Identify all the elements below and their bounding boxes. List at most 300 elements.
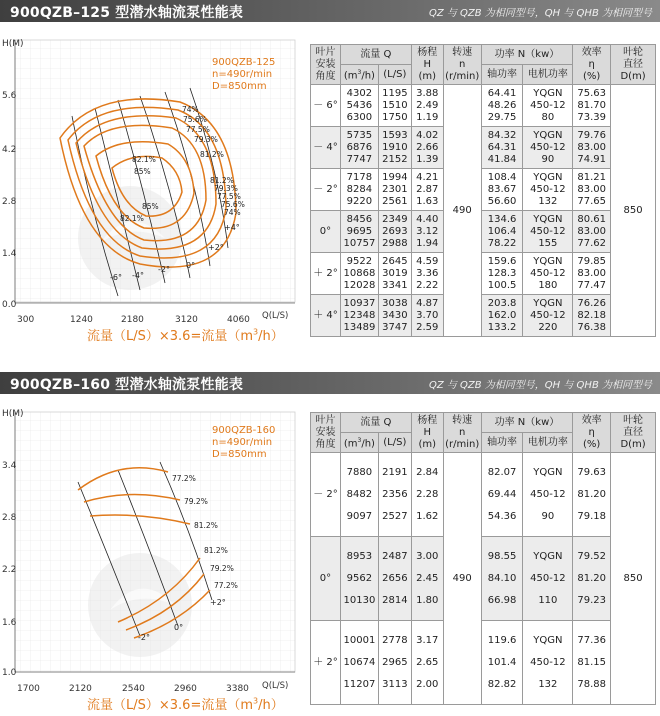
cell-motor-power-value: 132: [538, 678, 558, 690]
cell-flow-m3h-value: 8953: [346, 550, 373, 562]
x-tick: 1240: [70, 315, 93, 325]
cell-shaft-power-value: 29.75: [487, 111, 517, 123]
cell-efficiency-value: 81.20: [577, 572, 607, 584]
cell-head-value: 2.87: [416, 183, 439, 195]
eff-label: 79.2%: [184, 497, 208, 506]
cell-efficiency-value: 79.23: [577, 594, 607, 606]
header-shaft-power: 轴功率: [481, 433, 523, 453]
cell-efficiency-value: 80.61: [577, 213, 607, 225]
table-row: [311, 169, 656, 211]
cell-flow-ls-value: 2561: [382, 195, 408, 207]
angle-label: 0°: [186, 261, 196, 270]
cell-shaft-power-value: 84.10: [487, 572, 517, 584]
cell-motor-power-value: 450-12: [530, 572, 566, 584]
header-angle: 叶片 安装 角度: [311, 45, 341, 85]
cell-motor-power: [523, 621, 573, 705]
cell-shaft-power: [481, 453, 523, 537]
eff-label: 81.2%: [210, 176, 234, 185]
cell-angle: － 4°: [311, 127, 341, 169]
section-1-title: 900QZB–125 型潜水轴流泵性能表: [10, 5, 244, 21]
cell-impeller: 850: [611, 453, 656, 705]
cell-head-value: 2.59: [416, 321, 439, 333]
cell-flow-ls: [378, 253, 411, 295]
cell-efficiency-value: 83.00: [577, 225, 607, 237]
cell-motor-power-value: 450-12: [530, 183, 566, 195]
cell-flow-m3h-value: 12348: [343, 309, 376, 321]
cell-flow-ls-value: 3430: [382, 309, 408, 321]
cell-efficiency-value: 74.91: [577, 153, 607, 165]
cell-flow-m3h-value: 8456: [346, 213, 373, 225]
cell-motor-power-value: 90: [541, 153, 555, 165]
cell-shaft-power: [481, 127, 523, 169]
cell-motor-power: [523, 295, 573, 337]
angle-label: -6°: [110, 273, 122, 282]
cell-efficiency-value: 78.88: [577, 678, 607, 690]
cell-flow-ls-value: 2301: [382, 183, 408, 195]
cell-flow-m3h-value: 13489: [343, 321, 376, 333]
cell-shaft-power-value: 41.84: [487, 153, 517, 165]
eff-label: 85%: [134, 167, 151, 176]
cell-flow-ls: [378, 127, 411, 169]
cell-motor-power-value: 450-12: [530, 267, 566, 279]
cell-efficiency-value: 77.65: [577, 195, 607, 207]
cell-efficiency: [573, 127, 611, 169]
cell-efficiency-value: 77.36: [577, 634, 607, 646]
cell-efficiency: [573, 85, 611, 127]
cell-flow-ls-value: 1593: [382, 129, 408, 141]
cell-shaft-power-value: 84.32: [487, 129, 517, 141]
eff-label: 81.2%: [194, 521, 218, 530]
cell-head: [411, 211, 443, 253]
angle-label: -4°: [132, 271, 144, 280]
table-row: [311, 85, 656, 127]
cell-flow-ls-value: 2356: [382, 488, 408, 500]
eff-label: 74%: [182, 105, 199, 114]
cell-head-value: 1.19: [416, 111, 439, 123]
cell-flow-m3h-value: 10757: [343, 237, 376, 249]
cell-head: [411, 127, 443, 169]
flow-conversion-label: 流量（L/S）×3.6=流量$(m^3/h)$: [87, 327, 284, 344]
angle-label: +4°: [224, 223, 240, 232]
cell-head: [411, 537, 443, 621]
table-row: [311, 453, 656, 537]
cell-shaft-power-value: 134.6: [487, 213, 517, 225]
cell-flow-ls-value: 2814: [382, 594, 408, 606]
cell-shaft-power-value: 69.44: [487, 488, 517, 500]
eff-label: 77.5%: [186, 125, 210, 134]
cell-shaft-power: [481, 537, 523, 621]
y-tick: 1.0: [2, 668, 17, 678]
cell-angle: － 2°: [311, 453, 341, 537]
cell-shaft-power-value: 48.26: [487, 99, 517, 111]
cell-motor-power: [523, 85, 573, 127]
cell-flow-ls: [378, 211, 411, 253]
section-1-chart: [0, 28, 300, 348]
cell-flow-m3h-value: 9695: [346, 225, 373, 237]
table-row: [311, 621, 656, 705]
eff-label: 81.2%: [204, 546, 228, 555]
y-tick: 5.6: [2, 91, 17, 101]
cell-shaft-power-value: 78.22: [487, 237, 517, 249]
cell-shaft-power-value: 162.0: [487, 309, 517, 321]
y-tick: 2.2: [2, 565, 17, 575]
cell-motor-power-value: YQGN: [533, 297, 563, 309]
cell-flow-ls-value: 3113: [382, 678, 408, 690]
cell-efficiency-value: 75.63: [577, 87, 607, 99]
cell-efficiency-value: 79.63: [577, 466, 607, 478]
cell-angle: 0°: [311, 537, 341, 621]
table-row: [311, 295, 656, 337]
cell-flow-m3h-value: 10937: [343, 297, 376, 309]
header-flow-ls: (L/S): [378, 433, 411, 453]
chart-speed-label: n=490r/min: [212, 437, 273, 448]
cell-head: [411, 295, 443, 337]
cell-head-value: 2.28: [416, 488, 439, 500]
cell-motor-power-value: 180: [538, 279, 558, 291]
cell-shaft-power-value: 64.31: [487, 141, 517, 153]
eff-label: 77.2%: [172, 474, 196, 483]
cell-efficiency-value: 79.52: [577, 550, 607, 562]
header-head: 杨程 H (m): [411, 413, 443, 453]
cell-motor-power-value: 220: [538, 321, 558, 333]
cell-efficiency-value: 82.18: [577, 309, 607, 321]
section-2-note: QZ 与 QZB 为相同型号，QH 与 QHB 为相同型号: [428, 380, 652, 391]
header-speed: 转速 n (r/min): [443, 413, 481, 453]
cell-flow-ls: [378, 621, 411, 705]
cell-motor-power-value: 450-12: [530, 225, 566, 237]
cell-motor-power-value: 450-12: [530, 99, 566, 111]
eff-label: 79.3%: [194, 135, 218, 144]
angle-label: 0°: [174, 623, 184, 632]
cell-motor-power-value: 450-12: [530, 141, 566, 153]
cell-head-value: 1.94: [416, 237, 439, 249]
section-2-title: 900QZB–160 型潜水轴流泵性能表: [10, 377, 244, 393]
cell-efficiency-value: 83.00: [577, 183, 607, 195]
cell-motor-power: [523, 169, 573, 211]
cell-motor-power-value: 80: [541, 111, 555, 123]
eff-label: 77.2%: [214, 581, 238, 590]
cell-flow-m3h: [340, 127, 378, 169]
section-1-note: QZ 与 QZB 为相同型号，QH 与 QHB 为相同型号: [428, 8, 652, 19]
cell-motor-power-value: 450-12: [530, 309, 566, 321]
cell-flow-ls-value: 2693: [382, 225, 408, 237]
x-tick: 3120: [175, 315, 198, 325]
cell-motor-power: [523, 127, 573, 169]
cell-shaft-power-value: 64.41: [487, 87, 517, 99]
y-tick: 0.0: [2, 300, 17, 310]
cell-flow-m3h-value: 4302: [346, 87, 373, 99]
cell-impeller: 850: [611, 85, 656, 337]
header-power: 功率 N（kw）: [481, 413, 573, 433]
header-impeller: 叶轮 直径 D(m): [611, 413, 656, 453]
table-row: [311, 211, 656, 253]
header-head: 杨程 H (m): [411, 45, 443, 85]
x-tick: 1700: [17, 684, 40, 694]
cell-shaft-power-value: 100.5: [487, 279, 517, 291]
performance-table-2: [310, 412, 656, 705]
cell-motor-power-value: 155: [538, 237, 558, 249]
chart-diameter-label: D=850mm: [212, 449, 267, 460]
y-tick: 4.2: [2, 145, 17, 155]
cell-head-value: 4.21: [416, 171, 439, 183]
cell-flow-ls-value: 3019: [382, 267, 408, 279]
eff-label: 75.6%: [183, 115, 207, 124]
cell-flow-ls: [378, 169, 411, 211]
chart-diameter-label: D=850mm: [212, 81, 267, 92]
cell-efficiency-value: 76.26: [577, 297, 607, 309]
x-tick: 4060: [227, 315, 250, 325]
eff-label: 74%: [224, 208, 241, 217]
x-tick: 2960: [174, 684, 197, 694]
y-axis-title: H(M): [2, 409, 24, 419]
cell-head-value: 1.63: [416, 195, 439, 207]
cell-flow-ls-value: 1195: [382, 87, 408, 99]
chart-model-label: 900QZB-160: [212, 425, 276, 436]
eff-label: 75.6%: [221, 200, 245, 209]
cell-motor-power-value: YQGN: [533, 171, 563, 183]
cell-head-value: 3.00: [416, 550, 439, 562]
cell-motor-power: [523, 211, 573, 253]
eff-label: 85%: [142, 202, 159, 211]
cell-motor-power-value: YQGN: [533, 213, 563, 225]
eff-label: 81.2%: [200, 150, 224, 159]
cell-head: [411, 85, 443, 127]
y-tick: 3.4: [2, 461, 17, 471]
cell-shaft-power-value: 108.4: [487, 171, 517, 183]
eff-label: 82.1%: [132, 155, 156, 164]
cell-flow-m3h-value: 12028: [343, 279, 376, 291]
cell-head-value: 4.59: [416, 255, 439, 267]
cell-flow-m3h: [340, 621, 378, 705]
cell-flow-m3h-value: 7747: [346, 153, 373, 165]
section-2-banner: [0, 372, 660, 394]
x-tick: 2120: [69, 684, 92, 694]
cell-flow-m3h: [340, 537, 378, 621]
cell-head-value: 2.66: [416, 141, 439, 153]
header-motor-power: 电机功率: [523, 65, 573, 85]
cell-speed: 490: [443, 85, 481, 337]
cell-flow-m3h-value: 8284: [346, 183, 373, 195]
cell-efficiency-value: 81.15: [577, 656, 607, 668]
cell-efficiency-value: 76.38: [577, 321, 607, 333]
cell-flow-ls-value: 1910: [382, 141, 408, 153]
cell-shaft-power: [481, 85, 523, 127]
cell-flow-m3h-value: 11207: [343, 678, 376, 690]
cell-motor-power-value: 90: [541, 510, 555, 522]
cell-head-value: 4.87: [416, 297, 439, 309]
cell-shaft-power-value: 66.98: [487, 594, 517, 606]
cell-flow-ls-value: 1994: [382, 171, 408, 183]
header-flow-ls: (L/S): [378, 65, 411, 85]
x-tick: 3380: [226, 684, 249, 694]
cell-motor-power-value: YQGN: [533, 634, 563, 646]
cell-shaft-power-value: 119.6: [487, 634, 517, 646]
cell-efficiency-value: 79.85: [577, 255, 607, 267]
x-axis-title: Q(L/S): [262, 681, 289, 691]
cell-efficiency: [573, 621, 611, 705]
cell-efficiency: [573, 169, 611, 211]
cell-efficiency-value: 81.21: [577, 171, 607, 183]
cell-efficiency-value: 83.00: [577, 267, 607, 279]
cell-shaft-power-value: 82.07: [487, 466, 517, 478]
x-tick: 2540: [122, 684, 145, 694]
cell-head-value: 2.49: [416, 99, 439, 111]
cell-motor-power-value: YQGN: [533, 550, 563, 562]
cell-head-value: 4.02: [416, 129, 439, 141]
angle-label: -2°: [158, 265, 170, 274]
cell-flow-m3h-value: 5735: [346, 129, 373, 141]
header-efficiency: 效率 η (%): [573, 45, 611, 85]
cell-head-value: 2.84: [416, 466, 439, 478]
cell-shaft-power-value: 128.3: [487, 267, 517, 279]
cell-flow-m3h-value: 9562: [346, 572, 373, 584]
cell-flow-m3h: [340, 169, 378, 211]
cell-head: [411, 621, 443, 705]
cell-motor-power-value: 132: [538, 195, 558, 207]
cell-shaft-power-value: 54.36: [487, 510, 517, 522]
cell-angle: － 2°: [311, 169, 341, 211]
cell-flow-m3h: [340, 85, 378, 127]
cell-head: [411, 169, 443, 211]
cell-motor-power-value: YQGN: [533, 255, 563, 267]
y-tick: 2.8: [2, 513, 17, 523]
header-angle: 叶片 安装 角度: [311, 413, 341, 453]
cell-flow-ls-value: 2527: [382, 510, 408, 522]
cell-flow-m3h-value: 10130: [343, 594, 376, 606]
cell-head-value: 3.12: [416, 225, 439, 237]
cell-head-value: 3.88: [416, 87, 439, 99]
cell-flow-m3h-value: 9097: [346, 510, 373, 522]
cell-head-value: 1.39: [416, 153, 439, 165]
cell-head-value: 1.80: [416, 594, 439, 606]
header-shaft-power: 轴功率: [481, 65, 523, 85]
header-efficiency: 效率 η (%): [573, 413, 611, 453]
eff-label: 79.3%: [214, 184, 238, 193]
cell-angle: 0°: [311, 211, 341, 253]
header-flow-m3h: $(m^3/h)$: [340, 65, 378, 85]
cell-motor-power-value: YQGN: [533, 87, 563, 99]
section-1-banner: [0, 0, 660, 22]
eff-label: 79.2%: [210, 564, 234, 573]
y-tick: 1.4: [2, 249, 17, 259]
cell-flow-ls-value: 3038: [382, 297, 408, 309]
cell-head-value: 4.40: [416, 213, 439, 225]
cell-shaft-power-value: 106.4: [487, 225, 517, 237]
chart-speed-label: n=490r/min: [212, 69, 273, 80]
header-impeller: 叶轮 直径 D(m): [611, 45, 656, 85]
y-axis-title: H(M): [2, 39, 24, 49]
chart-model-label: 900QZB-125: [212, 57, 276, 68]
cell-shaft-power-value: 101.4: [487, 656, 517, 668]
eff-label: 82.1%: [120, 214, 144, 223]
cell-efficiency: [573, 453, 611, 537]
cell-efficiency-value: 77.47: [577, 279, 607, 291]
cell-angle: － 6°: [311, 85, 341, 127]
cell-angle: ＋ 2°: [311, 253, 341, 295]
cell-head: [411, 253, 443, 295]
cell-motor-power-value: 450-12: [530, 656, 566, 668]
cell-head-value: 2.65: [416, 656, 439, 668]
cell-flow-m3h-value: 5436: [346, 99, 373, 111]
header-flow: 流量 Q: [340, 45, 411, 65]
cell-shaft-power: [481, 621, 523, 705]
cell-shaft-power-value: 56.60: [487, 195, 517, 207]
cell-flow-m3h-value: 7880: [346, 466, 373, 478]
cell-head-value: 2.45: [416, 572, 439, 584]
cell-flow-m3h: [340, 453, 378, 537]
header-flow-m3h: $(m^3/h)$: [340, 433, 378, 453]
cell-flow-ls-value: 2988: [382, 237, 408, 249]
cell-shaft-power-value: 98.55: [487, 550, 517, 562]
angle-label: +2°: [208, 243, 224, 252]
cell-efficiency-value: 79.18: [577, 510, 607, 522]
cell-flow-ls-value: 3341: [382, 279, 408, 291]
y-tick: 1.6: [2, 618, 17, 628]
cell-motor-power: [523, 537, 573, 621]
x-tick: 2180: [121, 315, 144, 325]
cell-head-value: 2.22: [416, 279, 439, 291]
cell-flow-m3h-value: 9220: [346, 195, 373, 207]
cell-shaft-power-value: 133.2: [487, 321, 517, 333]
header-power: 功率 N（kw）: [481, 45, 573, 65]
cell-motor-power-value: YQGN: [533, 129, 563, 141]
cell-shaft-power-value: 159.6: [487, 255, 517, 267]
cell-efficiency-value: 81.70: [577, 99, 607, 111]
cell-flow-ls: [378, 85, 411, 127]
cell-efficiency-value: 77.62: [577, 237, 607, 249]
cell-flow-m3h: [340, 211, 378, 253]
header-speed: 转速 n (r/min): [443, 45, 481, 85]
cell-flow-ls-value: 2349: [382, 213, 408, 225]
cell-flow-ls-value: 1750: [382, 111, 408, 123]
cell-flow-ls: [378, 295, 411, 337]
cell-shaft-power: [481, 211, 523, 253]
angle-label: -2°: [138, 633, 150, 642]
cell-head-value: 2.00: [416, 678, 439, 690]
flow-conversion-label: 流量（L/S）×3.6=流量$(m^3/h)$: [87, 696, 284, 713]
cell-flow-ls-value: 2965: [382, 656, 408, 668]
x-tick: 300: [17, 315, 35, 325]
cell-flow-ls-value: 2152: [382, 153, 408, 165]
x-axis-title: Q(L/S): [262, 311, 289, 321]
cell-shaft-power-value: 203.8: [487, 297, 517, 309]
cell-flow-m3h: [340, 295, 378, 337]
cell-flow-m3h-value: 10868: [343, 267, 376, 279]
cell-flow-ls-value: 3747: [382, 321, 408, 333]
cell-shaft-power: [481, 169, 523, 211]
eff-label: 77.5%: [217, 192, 241, 201]
cell-efficiency: [573, 537, 611, 621]
y-tick: 2.8: [2, 197, 17, 207]
cell-flow-ls-value: 2191: [382, 466, 408, 478]
cell-angle: ＋ 2°: [311, 621, 341, 705]
cell-efficiency: [573, 211, 611, 253]
cell-shaft-power: [481, 253, 523, 295]
cell-head-value: 3.36: [416, 267, 439, 279]
table-row: [311, 253, 656, 295]
cell-efficiency-value: 79.76: [577, 129, 607, 141]
cell-motor-power-value: YQGN: [533, 466, 563, 478]
performance-table-1: [310, 44, 656, 337]
cell-motor-power: [523, 453, 573, 537]
angle-label: +2°: [210, 598, 226, 607]
header-flow: 流量 Q: [340, 413, 411, 433]
cell-shaft-power-value: 83.67: [487, 183, 517, 195]
cell-flow-ls-value: 2656: [382, 572, 408, 584]
cell-flow-ls-value: 1510: [382, 99, 408, 111]
cell-flow-m3h-value: 7178: [346, 171, 373, 183]
cell-flow-ls-value: 2778: [382, 634, 408, 646]
